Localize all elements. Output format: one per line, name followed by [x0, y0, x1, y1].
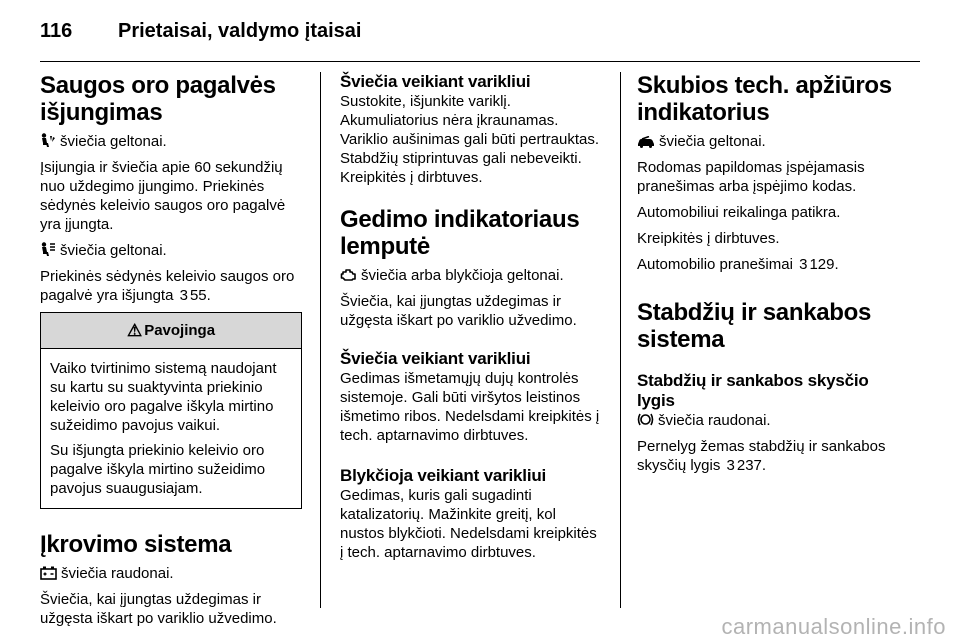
danger-warning-title: Pavojinga: [144, 322, 216, 339]
brake-fluid-level-heading: Stabdžių ir sankabos skysčio lygis: [637, 371, 869, 410]
airbag-off-status: šviečia geltonai.: [60, 242, 167, 259]
warning-triangle-icon: ⚠: [126, 320, 143, 340]
service-indicator-heading: Skubios tech. apžiūros indikatorius: [637, 72, 892, 126]
column-divider: [320, 72, 321, 608]
airbag-off-icon: [40, 242, 56, 257]
page-reference: 237.: [736, 457, 767, 474]
airbag-on-description: Įsijungia ir šviečia apie 60 sekundžių nuo uždegimo įjungimo. Priekinės sėdynės keleivio saugos oro pagalvė yra įjungta.: [40, 159, 286, 233]
page-reference: 129.: [809, 256, 839, 273]
charging-status: šviečia raudonai.: [61, 565, 174, 582]
column-divider: [620, 72, 621, 608]
brake-icon: [637, 412, 654, 427]
airbag-off-description: Priekinės sėdynės keleivio saugos oro pagalvė yra išjungta: [40, 268, 295, 304]
danger-warning-text-1: Vaiko tvirtinimo sistemą naudojant su kartu su suaktyvinta priekinio keleivio oro pagalve iškyla mirtino sužeidimo pavojus vaikui.: [50, 360, 277, 434]
malfunction-description: Šviečia, kai įjungtas uždegimas ir užgęsta iškart po variklio užvedimo.: [340, 293, 577, 329]
danger-warning-text-2: Su išjungta priekinio keleivio oro pagalve iškyla mirtino sužeidimo pavojus suaugusiajam.: [50, 442, 266, 497]
engine-running-description-2: Gedimas išmetamųjų dujų kontrolės sistemoje. Gali būti viršytos leistinos išmetimo ribos. Nedelsdami kreipkitės į tech. aptarnavimo dirbtuves.: [340, 370, 600, 444]
engine-icon: [340, 268, 357, 282]
airbag-on-status: šviečia geltonai.: [60, 133, 167, 150]
watermark: carmanualsonline.info: [721, 614, 946, 639]
flashing-engine-running-heading: Blykčioja veikiant varikliui: [340, 466, 547, 485]
engine-running-heading-2: Šviečia veikiant varikliui: [340, 349, 531, 368]
service-status: šviečia geltonai.: [659, 133, 766, 150]
brake-clutch-system-heading: Stabdžių ir sankabos sistema: [637, 299, 872, 353]
page-reference: 55.: [189, 287, 211, 304]
flashing-engine-running-description: Gedimas, kuris gali sugadinti katalizatorių. Mažinkite greitį, kol nustos blykčioti. Nedelsdami kreipkitės į tech. aptarnavimo dirbtuves.: [340, 487, 597, 561]
charging-description: Šviečia, kai įjungtas uždegimas ir užgęsta iškart po variklio užvedimo.: [40, 591, 277, 627]
page-header: [40, 18, 920, 62]
service-car-icon: [637, 136, 655, 148]
malfunction-indicator-heading: Gedimo indikatoriaus lemputė: [340, 206, 580, 260]
page-reference-arrow-icon: 3: [179, 287, 188, 304]
danger-warning-header: [41, 313, 301, 349]
engine-running-description: Sustokite, išjunkite variklį. Akumuliatorius nėra įkraunamas. Variklio aušinimas gali būti pertrauktas. Stabdžių stiprintuvas gali nebeveikti. Kreipkitės į dirbtuves.: [340, 93, 600, 186]
column-1: [40, 72, 302, 635]
service-description-4: Automobilio pranešimai: [637, 256, 793, 273]
page-number: 116: [40, 20, 73, 42]
engine-running-heading: Šviečia veikiant varikliui: [340, 72, 531, 91]
danger-warning-box: [40, 312, 302, 509]
service-description-3: Kreipkitės į dirbtuves.: [637, 230, 780, 247]
malfunction-status: šviečia arba blykčioja geltonai.: [361, 267, 564, 284]
service-description-2: Automobiliui reikalinga patikra.: [637, 204, 841, 221]
page-reference-arrow-icon: 3: [799, 256, 808, 273]
service-description-1: Rodomas papildomas įspėjamasis pranešimas arba įspėjimo kodas.: [637, 159, 865, 195]
battery-icon: [40, 566, 57, 580]
page-reference-arrow-icon: 3: [726, 457, 735, 474]
column-3: [637, 72, 907, 482]
airbag-on-icon: [40, 133, 56, 148]
charging-system-heading: Įkrovimo sistema: [40, 531, 232, 558]
brake-description: Pernelyg žemas stabdžių ir sankabos skysčių lygis: [637, 438, 886, 474]
column-2: [340, 72, 604, 569]
page-title: Prietaisai, valdymo įtaisai: [118, 20, 362, 42]
airbag-deactivation-heading: Saugos oro pagalvės išjungimas: [40, 72, 276, 126]
brake-status: šviečia raudonai.: [658, 412, 771, 429]
